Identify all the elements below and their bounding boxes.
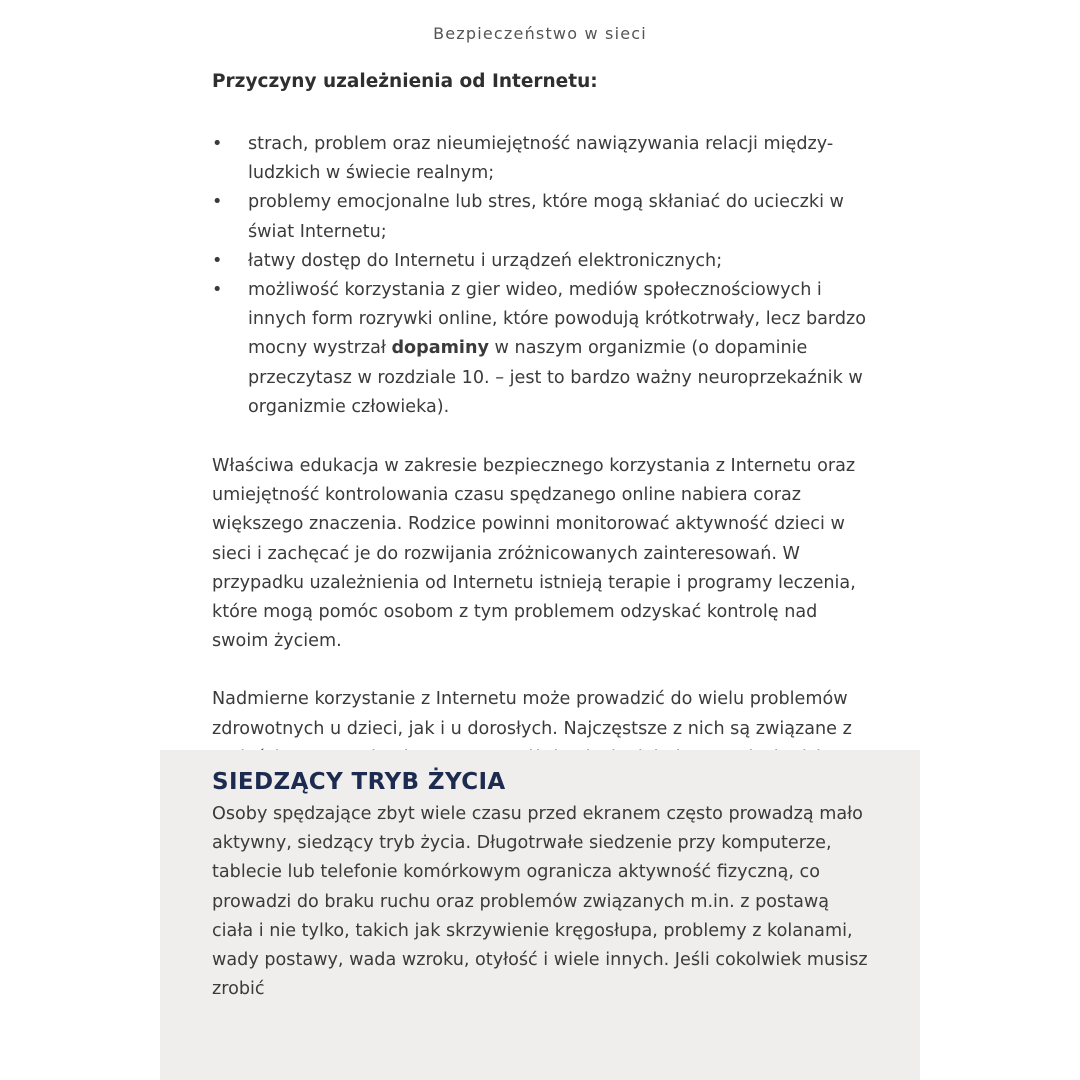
bullet-icon: •: [212, 250, 223, 271]
sedentary-section-box: [160, 750, 920, 1080]
paragraph-health: Nadmierne korzystanie z Internetu może prowadzić do wielu problemów zdrowotnych u dzieci, jak i u dorosłych. Najczęstsze z nich są związane z: [212, 689, 852, 739]
running-header: Bezpieczeństwo w sieci: [433, 24, 647, 43]
list-item: [212, 130, 868, 188]
list-item-text-start: możliwość korzystania z gier wideo, mediów społecznościowych i innych form rozrywki online, które powodują krótkotrwały, lecz bardzo mocny wystrzał: [248, 280, 866, 359]
list-item-text: łatwy dostęp do Internetu i urządzeń elektronicznych;: [248, 250, 723, 271]
section-title: SIEDZĄCY TRYB ŻYCIA: [212, 769, 506, 795]
list-item: [212, 188, 868, 246]
list-item-text-end: w naszym organizmie (o dopaminie przeczytasz w rozdziale 10. – jest to bardzo ważny neuroprzekaźnik w organizmie człowieka).: [248, 338, 863, 417]
list-item: [212, 276, 868, 422]
paragraph-education: Właściwa edukacja w zakresie bezpiecznego korzystania z Internetu oraz umiejętność kontrolowania czasu spędzanego online nabiera coraz większego znaczenia. Rodzice powinni monitorować aktywność dzieci w sieci i zachęcać je do rozwijania zróżnicowanych zainteresowań. W przypadku uzależnienia od Internetu istnieją terapie i programy leczenia, które mogą pomóc osobom z tym problemem odzyskać kontrolę nad swoim życiem.: [212, 456, 856, 652]
section-heading: Przyczyny uzależnienia od Internetu:: [212, 71, 598, 92]
bold-term: dopaminy: [391, 338, 489, 359]
list-item-text: problemy emocjonalne lub stres, które mogą skłaniać do ucieczki w świat Internetu;: [248, 192, 844, 242]
bullet-icon: •: [212, 134, 223, 154]
list-item-text: [248, 280, 866, 417]
reasons-list: [212, 130, 868, 422]
list-item: [212, 247, 868, 276]
main-content: [212, 66, 868, 773]
bullet-icon: •: [212, 192, 223, 213]
section-body: Osoby spędzające zbyt wiele czasu przed ekranem często prowadzą mało aktywny, siedzący tryb życia. Długotrwałe siedzenie przy komputerze, tablecie lub telefonie komórkowym ogranicza aktywność fizyczną, co prowadzi do braku ruchu oraz problemów związanych m.in. z postawą ciała i nie tylko, takich jak skrzywienie kręgosłupa, problemy z kolanami, wady postawy, wada wzroku, otyłość i wiele innych. Jeśli cokolwiek musisz zrobić: [212, 804, 868, 1000]
list-item-text: strach, problem oraz nieumiejętność nawiązywania relacji między-ludzkich w świecie realnym;: [248, 134, 834, 184]
bullet-icon: •: [212, 280, 223, 301]
section-inner: [212, 766, 868, 1004]
